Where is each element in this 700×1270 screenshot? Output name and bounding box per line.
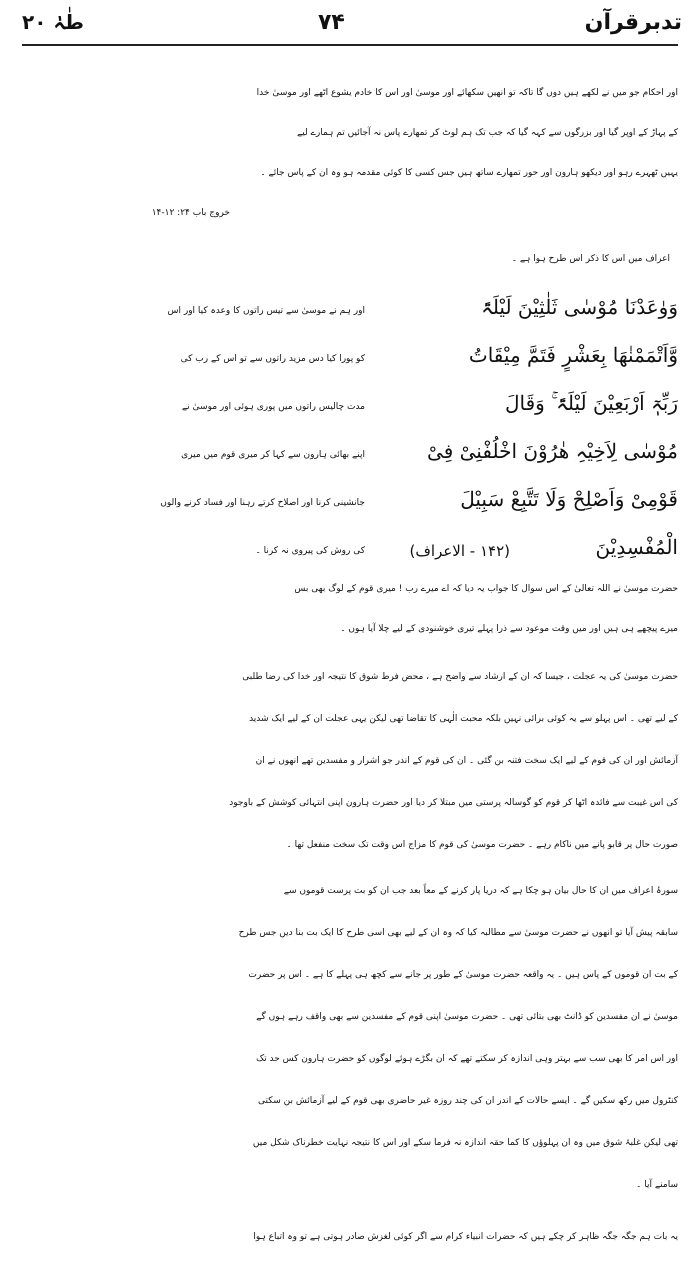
body-line: کی اس غیبت سے فائدہ اٹھا کر قوم کو گوسالہ پرستی میں مبتلا کر دیا اور حضرت ہارون اپنی انتہائی کوشش کے باوجود	[229, 798, 678, 808]
translation-line: کی روش کی پیروی نہ کرنا ۔	[255, 546, 365, 556]
arabic-verse-line: رَبِّہٖٓ اَرْبَعِیْنَ لَیْلَۃً ۚ وَقَالَ	[504, 391, 678, 415]
translation-line: اپنے بھائی ہارون سے کہا کر میری قوم میں میری	[181, 450, 365, 460]
verse-citation: (۱۴۲ - الاعراف)	[409, 542, 510, 560]
body-line: اور اس امر کا بھی سب سے بہتر وہی اندازہ کر سکتے تھے کہ ان بگڑے ہوئے لوگوں کو حضرت ہارون کس حد تک	[256, 1054, 678, 1064]
body-line: صورت حال پر قابو پانے میں ناکام رہے ۔ حضرت موسیٰ کی قوم کا مزاج اس وقت تک سخت منفعل تھا ۔	[286, 840, 678, 850]
header-rule	[22, 44, 678, 46]
verse-intro: اعراف میں اس کا ذکر اس طرح ہوا ہے ۔	[511, 254, 670, 264]
translation-line: مدت چالیس راتوں میں پوری ہوئی اور موسیٰ نے	[181, 402, 365, 412]
passage-citation: خروج باب ۲۴: ۱۲-۱۴	[151, 208, 230, 218]
arabic-verse-line: وَوٰعَدْنَا مُوْسٰی ثَلٰثِیْنَ لَیْلَۃً	[481, 295, 678, 319]
body-line: یہ بات ہم جگہ جگہ ظاہر کر چکے ہیں کہ حضرات انبیاء کرام سے اگر کوئی لغزش صادر ہوتی ہے تو وہ اتباع ہوا	[253, 1232, 678, 1242]
translation-line: اور ہم نے موسیٰ سے تیس راتوں کا وعدہ کیا اور اس	[167, 306, 365, 316]
body-line: موسیٰ نے ان مفسدین کو ڈانٹ بھی بتائی تھی ۔ حضرت موسیٰ اپنی قوم کے مفسدین سے بھی واقف رہے ہوں گے	[256, 1012, 678, 1022]
volume-label: طٰہٰ ۲۰	[22, 10, 84, 34]
arabic-verse-line: الْمُفْسِدِیْنَ	[595, 535, 678, 559]
passage-line: اور احکام جو میں نے لکھے ہیں دوں گا تاکہ تو انھیں سکھائے اور موسیٰ اور اس کا خادم یشوع اٹھے اور موسیٰ خدا	[256, 88, 678, 98]
body-line: آزمائش اور ان کی قوم کے لیے ایک سخت فتنہ بن گئی ۔ ان کی قوم کے اندر جو اشرار و مفسدین تھے انھوں نے ان	[255, 756, 678, 766]
page-number: ۷۴	[318, 10, 345, 35]
passage-line: کے پہاڑ کے اوپر گیا اور بزرگوں سے کہہ گیا کہ جب تک ہم لوٹ کر تمھارے پاس نہ آجائیں تم ہمارے لیے	[297, 128, 678, 138]
body-line: حضرت موسیٰ نے اللہ تعالیٰ کے اس سوال کا جواب یہ دیا کہ اے میرے رب ! میری قوم کے لوگ بھی بس	[294, 584, 678, 594]
body-line: کے لیے تھی ۔ اس پہلو سے یہ کوئی برائی نہیں بلکہ محبت الٰہی کا تقاضا تھی لیکن یہی عجلت ان کے لیے ایک شدید	[249, 714, 678, 724]
arabic-verse-line: مُوْسٰی لِاَخِیْہِ ھٰرُوْنَ اخْلُفْنِیْ فِیْ	[427, 439, 678, 463]
translation-line: جانشینی کرنا اور اصلاح کرتے رہنا اور فساد کرنے والوں	[160, 498, 365, 508]
body-line: کنٹرول میں رکھ سکیں گے ۔ ایسے حالات کے اندر ان کی چند روزہ غیر حاضری بھی قوم کے لیے آزمائش بن سکتی	[258, 1096, 678, 1106]
translation-line: کو پورا کیا دس مزید راتوں سے تو اس کے رب کی	[180, 354, 365, 364]
body-line: سابقہ پیش آیا تو انھوں نے حضرت موسیٰ سے مطالبہ کیا کہ وہ ان کے لیے بھی اسی طرح کا ایک بت بنا دیں جس طرح	[238, 928, 678, 938]
body-line: تھی لیکن غلبۂ شوق میں وہ ان پہلوؤں کا کما حقہ اندازہ نہ فرما سکے اور اس کا نتیجہ نہایت خطرناک شکل میں	[252, 1138, 678, 1148]
passage-line: یہیں ٹھہرے رہو اور دیکھو ہارون اور حور تمھارے ساتھ ہیں جس کسی کا کوئی مقدمہ ہو وہ ان کے پاس جائے ۔	[260, 168, 678, 178]
body-line: سامنے آیا ۔	[636, 1180, 678, 1190]
body-line: میرے پیچھے ہی ہیں اور میں وقت موعود سے ذرا پہلے تیری خوشنودی کے لیے چلا آیا ہوں ۔	[340, 624, 678, 634]
arabic-verse-line: قَوْمِیْ وَاَصْلِحْ وَلَا تَتَّبِعْ سَبِیْلَ	[460, 487, 678, 511]
body-line: سورۂ اعراف میں ان کا حال بیان ہو چکا ہے کہ دریا پار کرنے کے معاً بعد جب ان کو بت پرست قوموں سے	[283, 886, 678, 896]
arabic-verse-line: وَّاَتْمَمْنٰھَا بِعَشْرٍ فَتَمَّ مِیْقَاتُ	[468, 343, 678, 367]
book-title: تدبرقرآن	[584, 10, 682, 35]
body-line: حضرت موسیٰ کی یہ عجلت ، جیسا کہ ان کے ارشاد سے واضح ہے ، محض فرط شوق کا نتیجہ اور خدا کی رضا طلبی	[242, 672, 678, 682]
body-line: کے بت ان قوموں کے پاس ہیں ۔ یہ واقعہ حضرت موسیٰ کے طور پر جانے سے کچھ ہی پہلے کا ہے ۔ اس پر حضرت	[248, 970, 678, 980]
